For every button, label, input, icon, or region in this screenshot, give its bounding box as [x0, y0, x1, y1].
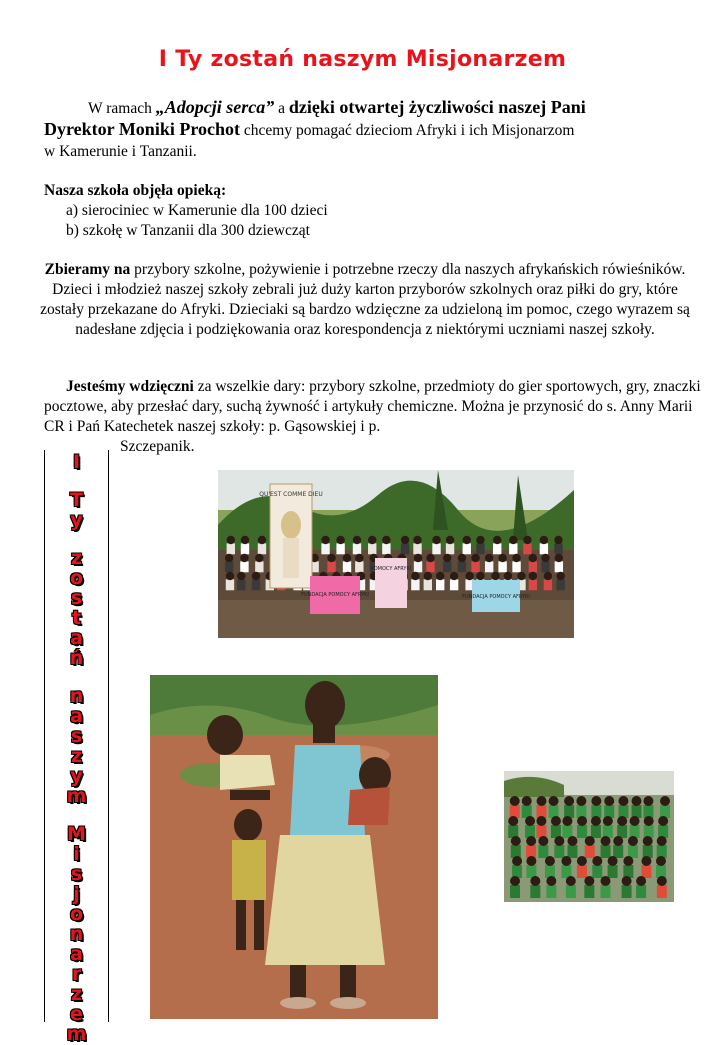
vertical-letter: o: [69, 567, 84, 589]
intro-text-f: chcemy pomagać dzieciom Afryki i ich Misjonarzom: [240, 122, 575, 139]
vertical-letter: j: [73, 883, 80, 905]
list-item: b) szkołę w Tanzanii dla 300 dziewcząt: [66, 222, 310, 239]
vertical-letter: ń: [69, 647, 84, 669]
intro-text-g: w Kamerunie i Tanzanii.: [44, 143, 197, 160]
sign-right-text: FUNDACJA POMOCY AFRYKI: [462, 594, 530, 600]
vertical-banner-text: [44, 452, 109, 1044]
vertical-letter: e: [70, 1003, 83, 1025]
vertical-letter: i: [73, 843, 80, 865]
director-name: Dyrektor Moniki Prochot: [44, 119, 240, 139]
vertical-letter: I: [72, 451, 81, 473]
vertical-letter: o: [69, 903, 84, 925]
intro-paragraph: [44, 97, 694, 162]
vertical-letter: m: [66, 1023, 87, 1045]
collect-lead: Zbieramy na: [44, 261, 131, 278]
collect-paragraph: [30, 260, 700, 340]
intro-bold-a: dzięki otwartej życzliwości naszej Pani: [288, 97, 586, 117]
school-photo: [504, 771, 674, 902]
thanks-paragraph: [44, 377, 704, 457]
vertical-letter: t: [71, 607, 82, 629]
vertical-letter: r: [71, 963, 82, 985]
vertical-letter: n: [69, 685, 84, 707]
vertical-letter: M: [67, 823, 86, 845]
vertical-letter: a: [70, 705, 83, 727]
vertical-letter: s: [70, 725, 83, 747]
vertical-letter: z: [70, 983, 83, 1005]
collect-text: przybory szkolne, pożywienie i potrzebne rzeczy dla naszych afrykańskich rówieśników. Dzieci i młodzież naszej szkoły zebrali już duży karton przyborów szkolnych oraz piłki do gry, które zostały przekazane do Afryki. Dzieciaki są bardzo wdzięczne za udzieloną im pomoc, czego wyrazem są nadesłane zdjęcia i podziękowania oraz korespondencja z niektórymi uczniami naszej szkoły.: [40, 261, 690, 338]
care-heading: Nasza szkoła objęła opieką:: [44, 182, 227, 199]
vertical-letter: z: [70, 547, 83, 569]
vertical-letter: y: [70, 509, 83, 531]
thanks-lead: Jesteśmy wdzięczni: [66, 378, 194, 395]
care-list: [66, 201, 328, 241]
thanks-text: za wszelkie dary: przybory szkolne, przedmioty do gier sportowych, gry, znaczki pocztowe, aby przesłać dary, suchą żywność i artykuły chemiczne. Można je przynosić do s. Anny Marii CR i Pań Katechetek naszej szkoły: p. Gąsowskiej i p.: [44, 378, 701, 435]
vertical-letter: T: [70, 489, 83, 511]
page-title: I Ty zostań naszym Misjonarzem: [158, 47, 567, 72]
sign-left-text: FUNDACJA POMOCY AFRYKI: [301, 592, 369, 598]
vertical-letter: z: [70, 745, 83, 767]
sign-mid-text: POMOCY AFRYKI: [370, 566, 412, 572]
intro-text-c: a: [274, 100, 289, 117]
adopcja-serca-text: „Adopcji serca”: [155, 97, 275, 117]
vertical-letter: s: [70, 863, 83, 885]
children-photo: [150, 675, 438, 1019]
vertical-letter: a: [70, 943, 83, 965]
vertical-letter: m: [66, 785, 87, 807]
list-item: a) sierociniec w Kamerunie dla 100 dzieci: [66, 202, 328, 219]
vertical-letter: n: [69, 923, 84, 945]
group-photo: [218, 470, 574, 638]
vertical-letter: a: [70, 627, 83, 649]
banner-text: QU'EST COMME DIEU: [259, 491, 323, 498]
vertical-letter: y: [70, 765, 83, 787]
thanks-tail: Szczepanik.: [120, 438, 195, 455]
intro-text-a: W ramach: [88, 100, 156, 117]
vertical-letter: s: [70, 587, 83, 609]
